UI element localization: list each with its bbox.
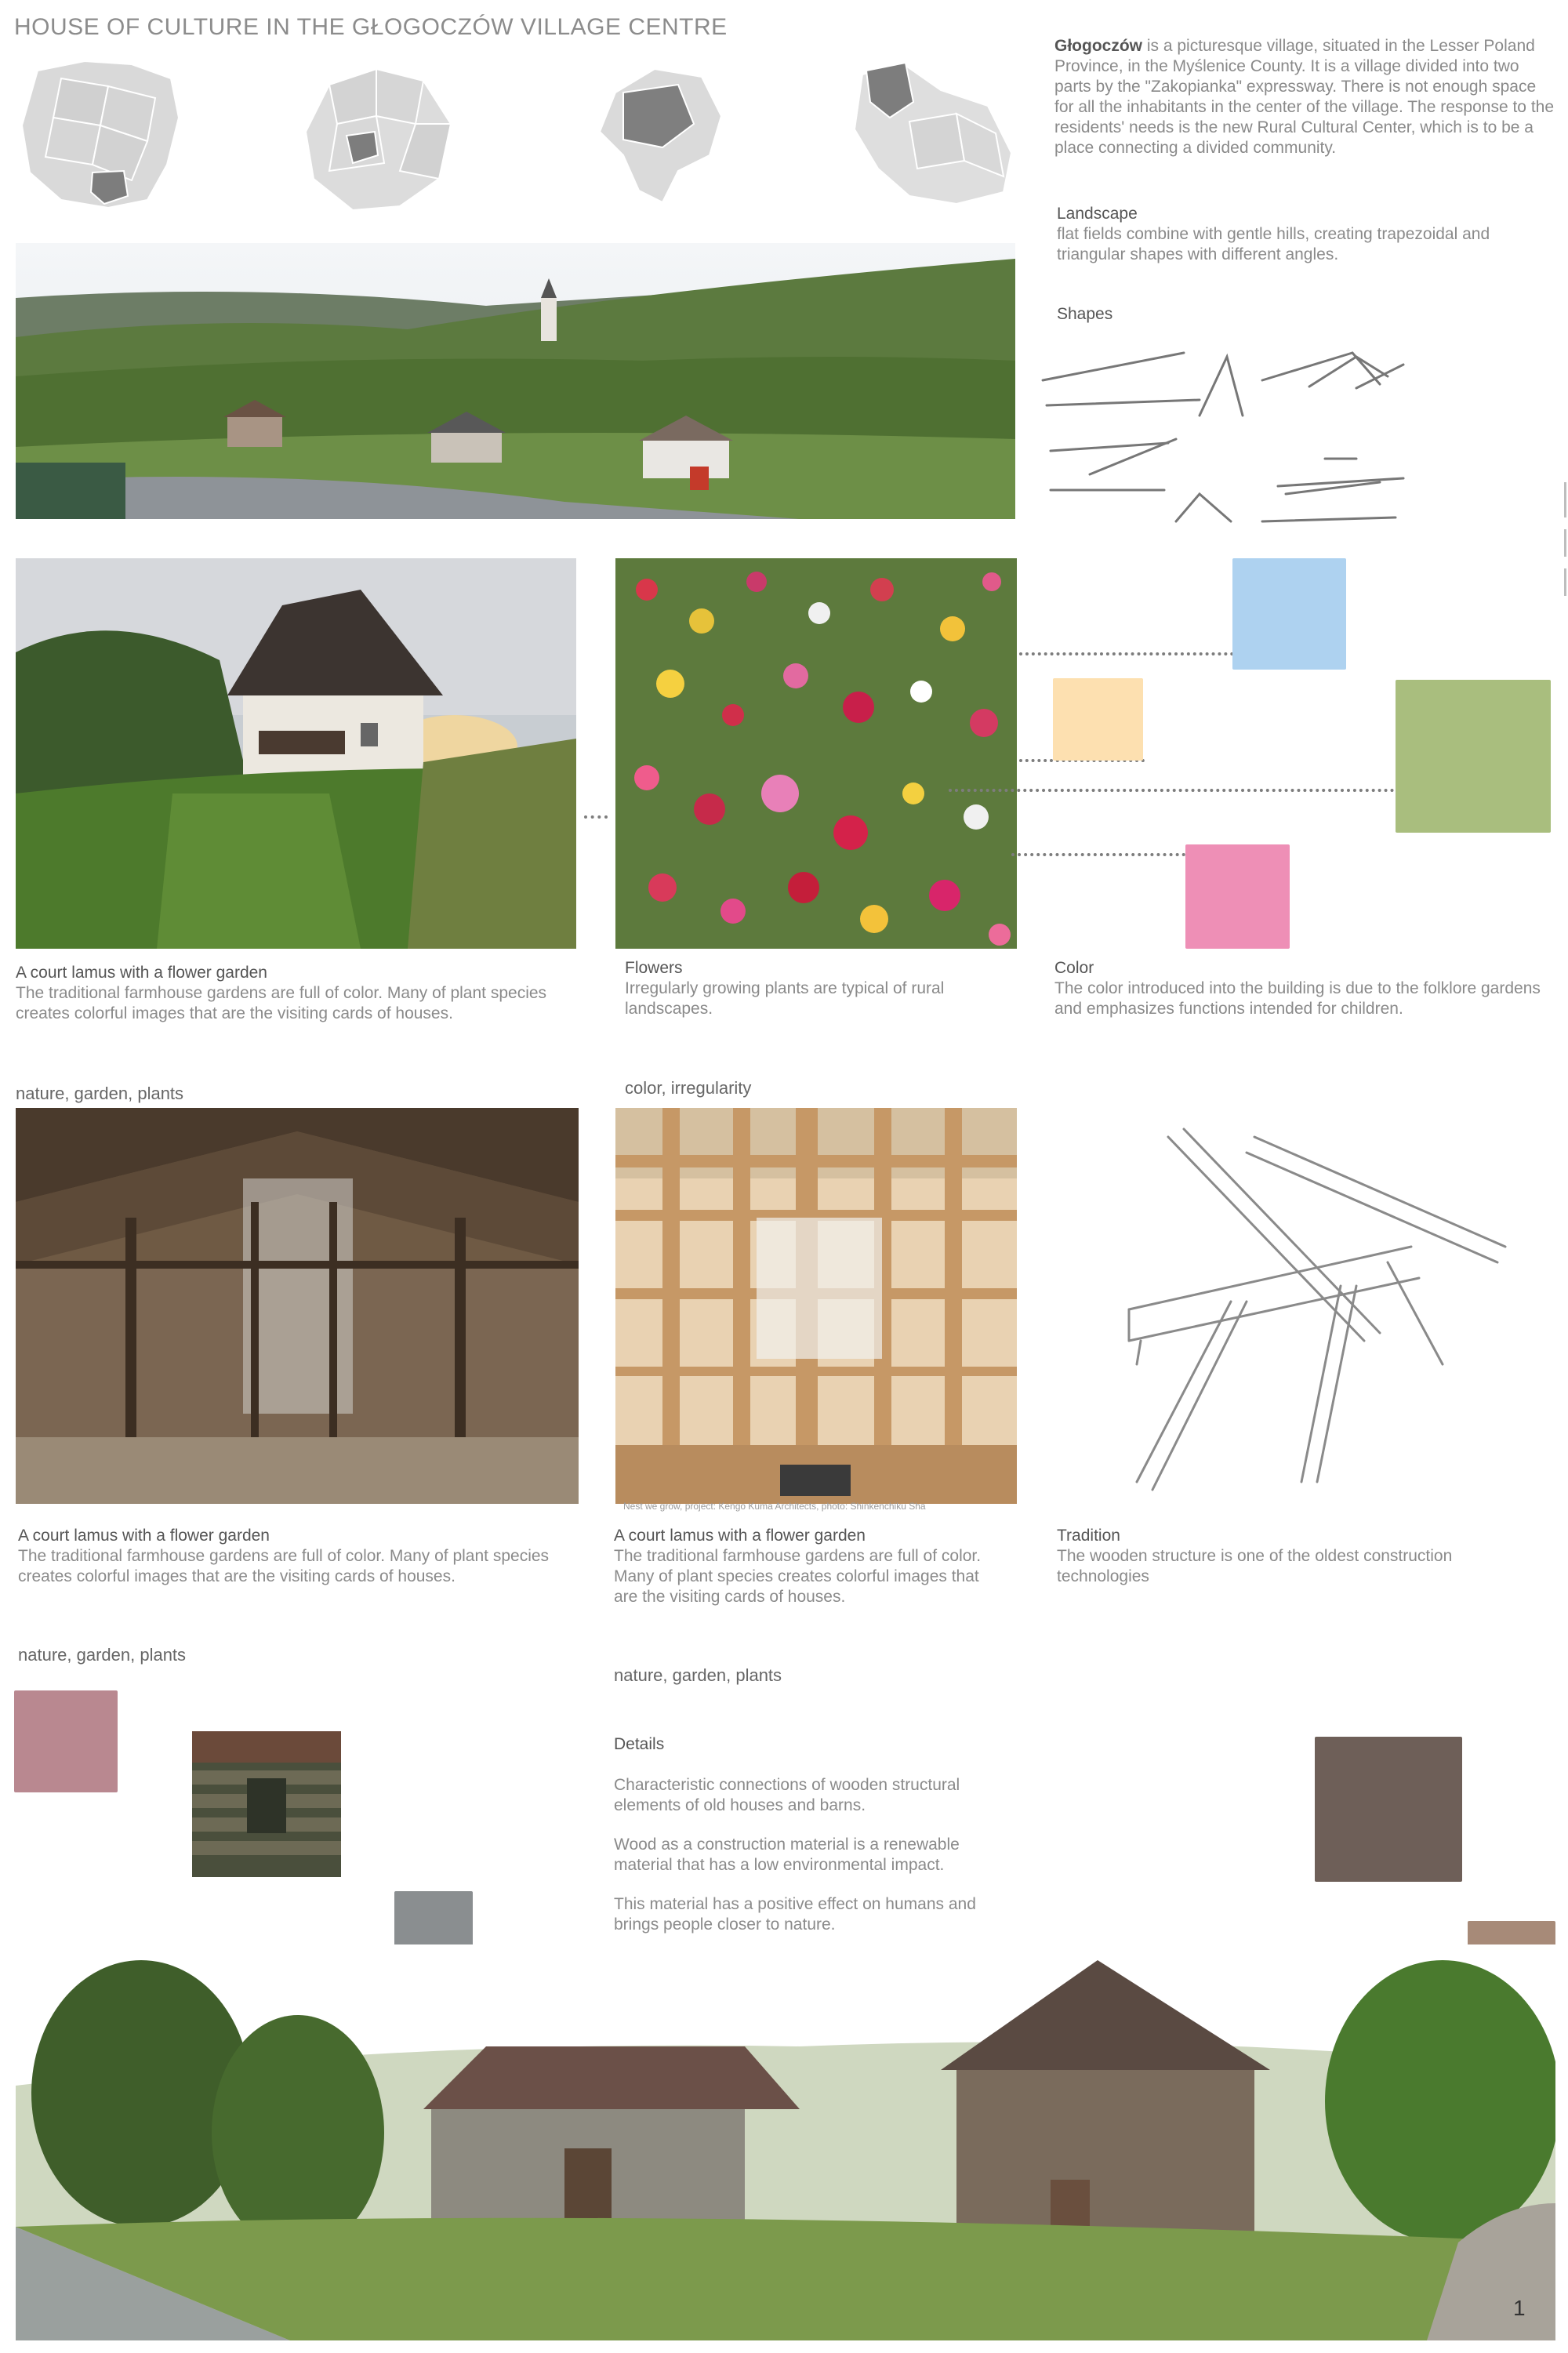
village-map [847, 59, 1019, 208]
row2-col3-text: The color introduced into the building is due to the folklore gardens and emphasizes functions intended for children. [1054, 979, 1541, 1018]
poland-map [14, 55, 183, 212]
edge-mark-1 [1564, 482, 1566, 517]
intro-paragraph [1054, 36, 1556, 158]
tag-row4-col2: nature, garden, plants [614, 1665, 782, 1685]
page-number: 1 [1513, 2296, 1526, 2320]
row3-col1-text: The traditional farmhouse gardens are full of color. Many of plant species creates colorful images that are the visiting cards of houses. [18, 1547, 550, 1585]
row3-col1-heading: A court lamus with a flower garden [18, 1527, 270, 1545]
swatch-blue [1232, 558, 1346, 670]
row3-col3-text: The wooden structure is one of the oldest construction technologies [1057, 1547, 1453, 1585]
swatch-green [1396, 680, 1551, 833]
edge-mark-2 [1564, 529, 1566, 557]
swatch-pink [1185, 844, 1290, 949]
timber-structure-photo [615, 1108, 1017, 1504]
intro-bold: Głogoczów [1054, 37, 1142, 55]
swatch-dark-brown [1315, 1737, 1462, 1882]
intro-text: is a picturesque village, situated in the Lesser Poland Province, in the Myślenice County. It is a village divided into two parts by the "Zakopianka" expressway. There is not enough space for all the inhabitants in the center of the village. The response to the residents' needs is the new Rural Cultural Center, which is to be a place connecting a divided community. [1054, 37, 1555, 157]
details-heading: Details [614, 1735, 665, 1753]
row2-col1-heading: A court lamus with a flower garden [16, 964, 267, 982]
connector-dots-4 [949, 789, 1419, 792]
row2-col2-text: Irregularly growing plants are typical of rural landscapes. [625, 979, 945, 1018]
flowers-photo [615, 558, 1017, 949]
landscape-heading: Landscape [1057, 205, 1138, 223]
barn-interior-photo [16, 1108, 579, 1504]
details-p3: This material has a positive effect on humans and brings people closer to nature. [614, 1895, 976, 1934]
village-landscape-photo [16, 243, 1015, 519]
landscape-text: flat fields combine with gentle hills, creating trapezoidal and triangular shapes with different angles. [1057, 225, 1490, 263]
row3-col2-heading: A court lamus with a flower garden [614, 1527, 866, 1545]
province-map [298, 61, 455, 214]
swatch-peach [1053, 678, 1143, 761]
shapes-heading: Shapes [1057, 305, 1113, 323]
wooden-joint-sketch [1105, 1106, 1529, 1513]
tag-row3-col2: color, irregularity [625, 1078, 752, 1098]
tag-row3-col1: nature, garden, plants [16, 1084, 184, 1103]
shapes-sketch [1027, 333, 1548, 533]
swatch-mauve [14, 1690, 118, 1792]
connector-dots-1 [584, 815, 608, 819]
row2-col1-text: The traditional farmhouse gardens are full of color. Many of plant species creates colorful images that are the visiting cards of houses. [16, 984, 547, 1022]
county-map [592, 61, 725, 206]
village-street-panorama [16, 1944, 1555, 2340]
page-title: HOUSE OF CULTURE IN THE GŁOGOCZÓW VILLAGE CENTRE [14, 14, 728, 40]
lamus-house-photo [16, 558, 576, 949]
row3-col2-text: The traditional farmhouse gardens are full of color. Many of plant species creates colorful images that are the visiting cards of houses. [614, 1547, 982, 1606]
row3-col3-heading: Tradition [1057, 1527, 1120, 1545]
row2-col2-heading: Flowers [625, 959, 683, 977]
tag-row4-col1: nature, garden, plants [18, 1645, 187, 1665]
wood-wall-texture [192, 1731, 341, 1877]
photo-credit: Nest we grow, project: Kengo Kuma Architects, photo: Shinkenchiku Sha [623, 1501, 926, 1512]
details-p1: Characteristic connections of wooden structural elements of old houses and barns. [614, 1776, 960, 1814]
details-p2: Wood as a construction material is a renewable material that has a low environmental impact. [614, 1836, 960, 1874]
row2-col3-heading: Color [1054, 959, 1094, 977]
edge-mark-3 [1564, 568, 1566, 596]
